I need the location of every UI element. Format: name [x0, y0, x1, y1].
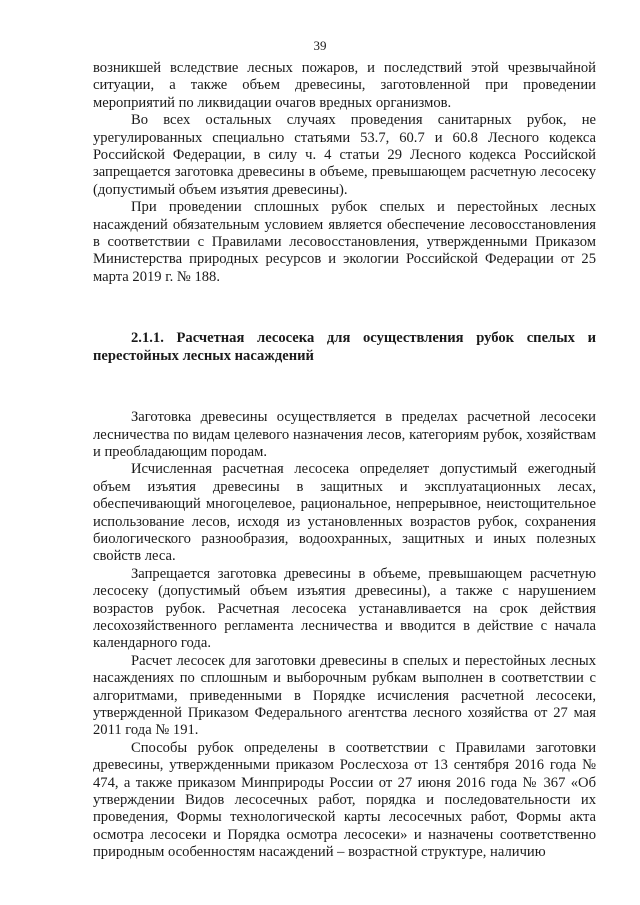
- paragraph-prohibition: Запрещается заготовка древесины в объеме, превышающем расчетную лесосеку (допустимый объем изъятия древесины), а также с нарушением возрастов рубок. Расчетная лесосека устанавливается на срок действия лесохозяйственного регламента лесничества и вводится в действие с начала календарного года.: [93, 565, 596, 652]
- paragraph-reforestation: При проведении сплошных рубок спелых и перестойных лесных насаждений обязательным условием является обеспечение лесовосстановления в соответствии с Правилами лесовосстановления, утвержденными Приказом Министерства природных ресурсов и экологии Российской Федерации от 25 марта 2019 г. № 188.: [93, 199, 596, 285]
- paragraph-continued: возникшей вследствие лесных пожаров, и последствий этой чрезвычайной ситуации, а также объем древесины, заготовленной при проведении мероприятий по ликвидации очагов вредных организмов.: [93, 60, 596, 111]
- section-spacer: [93, 365, 596, 409]
- paragraph-harvest-limits: Заготовка древесины осуществляется в пределах расчетной лесосеки лесничества по видам целевого назначения лесов, категориям рубок, хозяйствам и преобладающим породам.: [93, 409, 596, 460]
- page-body: [93, 60, 596, 862]
- section-heading: 2.1.1. Расчетная лесосека для осуществления рубок спелых и перестойных лесных насаждений: [93, 330, 596, 364]
- page-number: 39: [313, 38, 327, 53]
- paragraph-sanitary-cutting: Во всех остальных случаях проведения санитарных рубок, не урегулированных специально статьями 53.7, 60.7 и 60.8 Лесного кодекса Российской Федерации, в силу ч. 4 статьи 29 Лесного кодекса Российской запрещается заготовка древесины в объеме, превышающем расчетную лесосеку (допустимый объем изъятия древесины).: [93, 112, 596, 198]
- paragraph-calculation-method: Расчет лесосек для заготовки древесины в спелых и перестойных лесных насаждениях по сплошным и выборочным рубкам выполнен в соответствии с алгоритмами, приведенными в Порядке исчисления расчетной лесосеки, утвержденной Приказом Федерального агентства лесного хозяйства от 27 мая 2011 года № 191.: [93, 652, 596, 739]
- paragraph-cutting-methods: Способы рубок определены в соответствии с Правилами заготовки древесины, утвержденными приказом Рослесхоза от 13 сентября 2016 года № 474, а также приказом Минприроды России от 27 июня 2016 года № 367 «Об утверждении Видов лесосечных работ, порядка и последовательности их проведения, Формы технологической карты лесосечных работ, Формы акта осмотра лесосеки и Порядка осмотра лесосеки» и назначены соответственно природным особенностям насаждений – возрастной структуре, наличию: [93, 739, 596, 861]
- paragraph-calculated-cutting-area: Исчисленная расчетная лесосека определяет допустимый ежегодный объем изъятия древесины в защитных и эксплуатационных лесах, обеспечивающий многоцелевое, рациональное, непрерывное, неистощительное использование лесов, исходя из установленных возрастов рубок, сохранения биологического разнообразия, водоохранных, защитных и иных полезных свойств леса.: [93, 461, 596, 565]
